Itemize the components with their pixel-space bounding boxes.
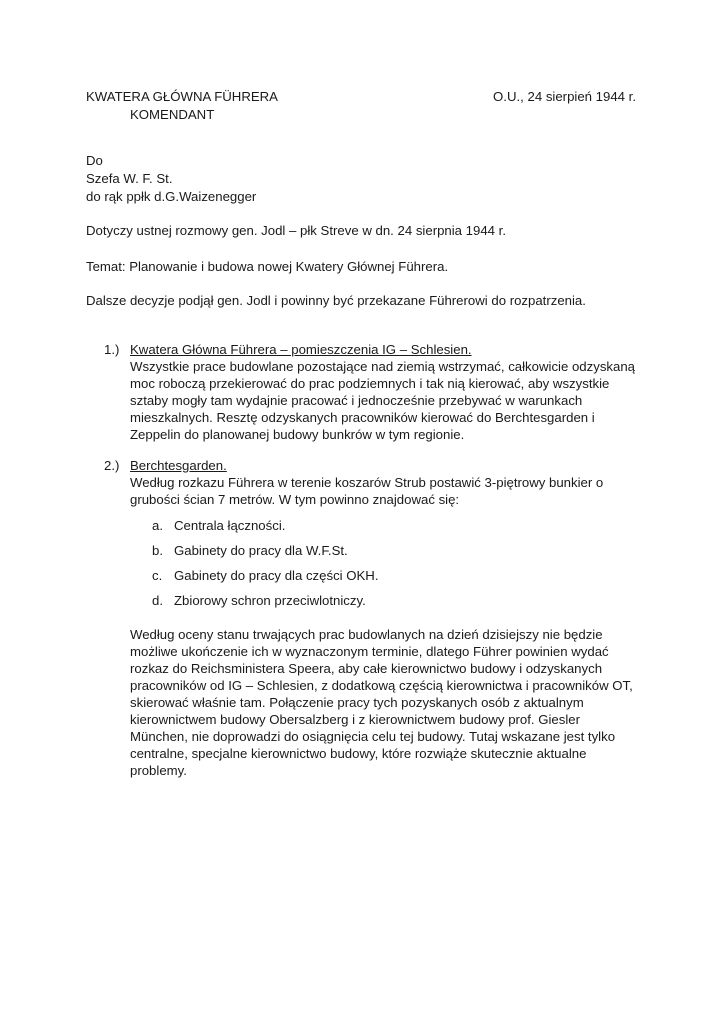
closing-line: centralne, specjalne kierownictwo budowy, które rozwiąże skutecznie aktualne (130, 746, 587, 761)
addressee-line-1: Do (86, 153, 103, 168)
item-2-body (130, 457, 650, 508)
subject-line: Temat: Planowanie i budowa nowej Kwatery Głównej Führera. (86, 259, 449, 274)
closing-line: rozkaz do Reichsministera Speera, aby całe kierownictwo budowy i odzyskanych (130, 661, 603, 676)
closing-line: problemy. (130, 763, 187, 778)
subitem-text: Zbiorowy schron przeciwlotniczy. (174, 593, 366, 608)
item-text-line: Wszystkie prace budowlane pozostające nad ziemią wstrzymać, całkowicie odzyskaną (130, 359, 636, 374)
subitem-letter: c. (152, 568, 163, 583)
addressee-line-3: do rąk ppłk d.G.Waizenegger (86, 189, 257, 204)
item-heading: Berchtesgarden. (130, 458, 227, 473)
subitem-text: Gabinety do pracy dla W.F.St. (174, 543, 348, 558)
item-text-line: Według rozkazu Führera w terenie koszarów Strub postawić 3-piętrowy bunkier o (130, 475, 604, 490)
org-role: KOMENDANT (130, 107, 215, 122)
place-date: O.U., 24 sierpień 1944 r. (493, 89, 636, 104)
item-number: 1.) (104, 342, 120, 357)
subitem-text: Gabinety do pracy dla części OKH. (174, 568, 379, 583)
subitem-letter: b. (152, 543, 163, 558)
closing-line: skierować właśnie tam. Połączenie pracy tych pozyskanych osób z aktualnym (130, 695, 584, 710)
org-name: KWATERA GŁÓWNA FÜHRERA (86, 89, 278, 104)
closing-line: Według oceny stanu trwających prac budowlanych na dzień dzisiejszy nie będzie (130, 627, 603, 642)
item-1-body (130, 341, 650, 443)
item-text-line: Zeppelin do planowanej budowy bunkrów w tym regionie. (130, 427, 465, 442)
item-text-line: moc roboczą przekierować do prac podziemnych i tak nią kierować, aby wszystkie (130, 376, 610, 391)
intro-line: Dalsze decyzje podjął gen. Jodl i powinny być przekazane Führerowi do rozpatrzenia. (86, 293, 586, 308)
closing-paragraph (130, 626, 650, 779)
subitem-text: Centrala łączności. (174, 518, 286, 533)
subitem-letter: d. (152, 593, 163, 608)
item-heading: Kwatera Główna Führera – pomieszczenia IG – Schlesien. (130, 342, 472, 357)
closing-line: kierownictwem budowy Obersalzberg i z kierownictwem budowy prof. Giesler (130, 712, 581, 727)
regarding-line: Dotyczy ustnej rozmowy gen. Jodl – płk Streve w dn. 24 sierpnia 1944 r. (86, 223, 507, 238)
subitem-letter: a. (152, 518, 163, 533)
item-text-line: mieszkalnych. Resztę odzyskanych pracowników kierować do Berchtesgarden i (130, 410, 595, 425)
closing-line: możliwe ukończenie ich w wyznaczonym terminie, dlatego Führer powinien wydać (130, 644, 609, 659)
item-text-line: sztaby mogły tam wydajnie pracować i jednocześnie przebywać w warunkach (130, 393, 583, 408)
closing-line: pracowników od IG – Schlesien, z dodatkową częścią kierownictwa i pracowników OT, (130, 678, 633, 693)
closing-line: München, nie doprowadzi do osiągnięcia celu tej budowy. Tutaj wskazane jest tylko (130, 729, 616, 744)
item-number: 2.) (104, 458, 120, 473)
addressee-line-2: Szefa W. F. St. (86, 171, 173, 186)
item-text-line: grubości ścian 7 metrów. W tym powinno znajdować się: (130, 492, 460, 507)
